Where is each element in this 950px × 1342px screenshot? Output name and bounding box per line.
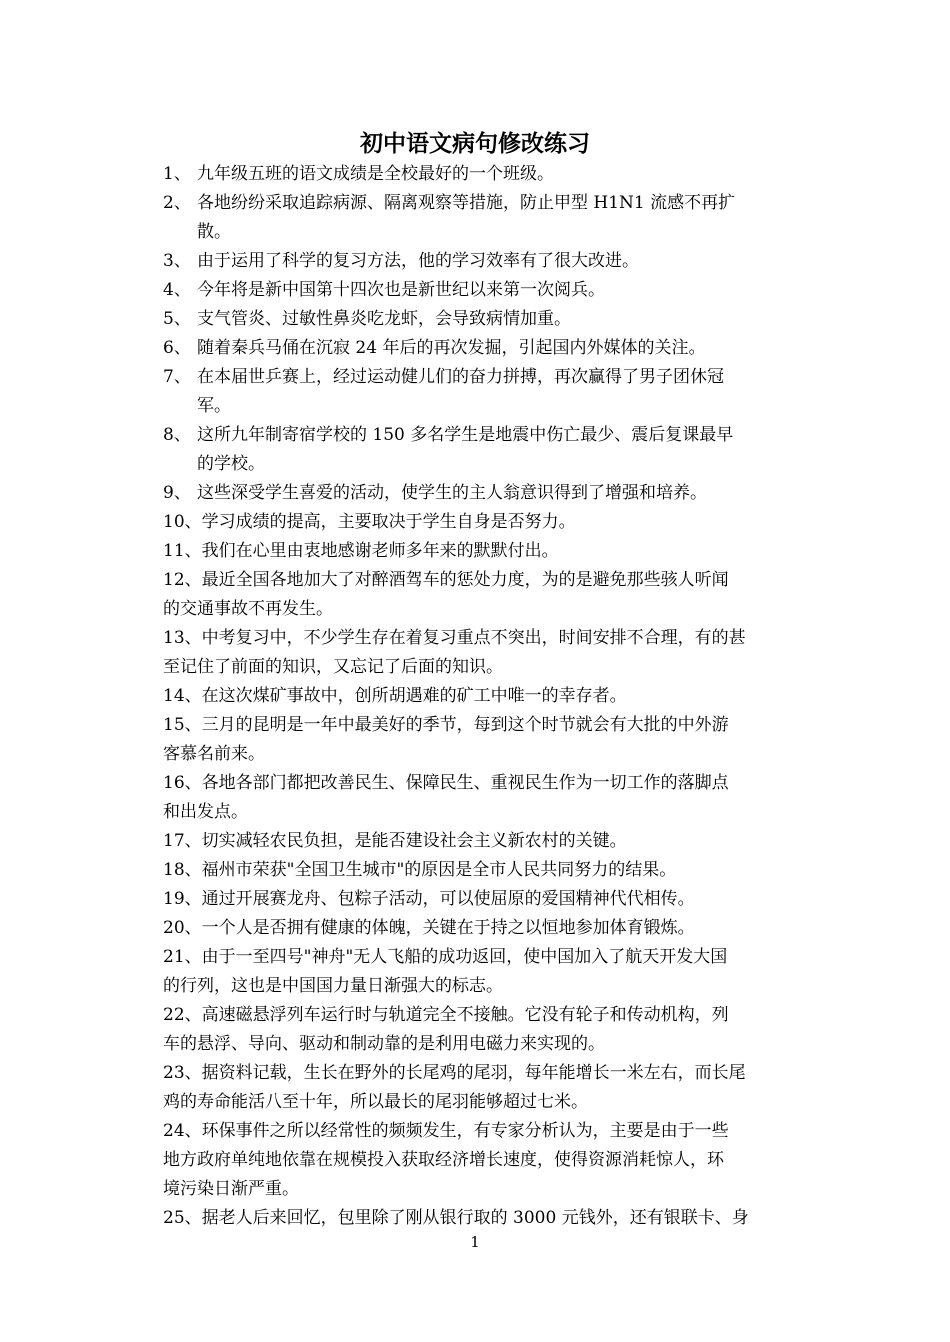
item-number: 8、 [163, 425, 191, 445]
item-text: 在本届世乒赛上，经过运动健儿们的奋力拼搏，再次赢得了男子团休冠 [197, 367, 724, 387]
item-number: 9、 [163, 483, 191, 503]
item-text: 今年将是新中国第十四次也是新世纪以来第一次阅兵。 [197, 280, 605, 300]
list-item [163, 1117, 790, 1204]
list-item [163, 624, 790, 682]
item-text: 19、通过开展赛龙舟、包粽子活动，可以使屈原的爱国精神代代相传。 [163, 889, 695, 909]
list-item [163, 363, 790, 421]
item-text: 23、据资料记载，生长在野外的长尾鸡的尾羽，每年能增长一米左右，而长尾 [163, 1063, 746, 1083]
item-text: 11、我们在心里由衷地感谢老师多年来的默默付出。 [163, 541, 559, 561]
item-text: 20、一个人是否拥有健康的体魄，关键在于持之以恒地参加体育锻炼。 [163, 918, 695, 938]
list-item [163, 769, 790, 827]
item-text: 21、由于一至四号"神舟"无人飞船的成功返回，使中国加入了航天开发大国 [163, 947, 728, 967]
item-text: 军。 [197, 396, 231, 416]
item-text: 22、高速磁悬浮列车运行时与轨道完全不接触。它没有轮子和传动机构，列 [163, 1005, 729, 1025]
item-number: 6、 [163, 338, 191, 358]
list-item [163, 914, 790, 943]
item-text: 13、中考复习中，不少学生存在着复习重点不突出，时间安排不合理，有的甚 [163, 628, 746, 648]
item-text: 散。 [197, 222, 231, 242]
item-text: 鸡的寿命能活八至十年，所以最长的尾羽能够超过七米。 [163, 1092, 588, 1112]
item-text: 至记住了前面的知识，又忘记了后面的知识。 [163, 657, 503, 677]
item-text: 车的悬浮、导向、驱动和制动靠的是利用电磁力来实现的。 [163, 1034, 605, 1054]
list-item [163, 421, 790, 479]
item-text: 由于运用了科学的复习方法，他的学习效率有了很大改进。 [197, 251, 639, 271]
item-text: 客慕名前来。 [163, 744, 265, 764]
list-item [163, 247, 790, 276]
list-item [163, 566, 790, 624]
item-text: 24、环保事件之所以经常性的频频发生，有专家分析认为，主要是由于一些 [163, 1121, 729, 1141]
item-text: 随着秦兵马俑在沉寂 24 年后的再次发掘，引起国内外媒体的关注。 [197, 338, 706, 358]
item-text: 25、据老人后来回忆，包里除了刚从银行取的 3000 元钱外，还有银联卡、身 [163, 1208, 749, 1228]
item-number: 4、 [163, 280, 191, 300]
item-number: 7、 [163, 367, 191, 387]
item-number: 2、 [163, 193, 191, 213]
item-text: 14、在这次煤矿事故中，创所胡遇难的矿工中唯一的幸存者。 [163, 686, 627, 706]
list-item [163, 160, 790, 189]
list-item [163, 827, 790, 856]
item-text: 16、各地各部门都把改善民生、保障民生、重视民生作为一切工作的落脚点 [163, 773, 729, 793]
list-item [163, 943, 790, 1001]
list-item [163, 189, 790, 247]
item-text: 这所九年制寄宿学校的 150 多名学生是地震中伤亡最少、震后复课最早 [197, 425, 734, 445]
item-text: 九年级五班的语文成绩是全校最好的一个班级。 [197, 164, 554, 184]
item-text: 境污染日渐严重。 [163, 1179, 299, 1199]
exercise-list [163, 160, 790, 1233]
item-text: 18、福州市荣获"全国卫生城市"的原因是全市人民共同努力的结果。 [163, 860, 677, 880]
list-item [163, 537, 790, 566]
item-text: 这些深受学生喜爱的活动，使学生的主人翁意识得到了增强和培养。 [197, 483, 707, 503]
page-number: 1 [470, 1233, 480, 1251]
item-text: 17、切实减轻农民负担，是能否建设社会主义新农村的关键。 [163, 831, 627, 851]
item-number: 5、 [163, 309, 191, 329]
list-item [163, 711, 790, 769]
page-title: 初中语文病句修改练习 [360, 130, 590, 157]
list-item [163, 885, 790, 914]
item-text: 各地纷纷采取追踪病源、隔离观察等措施，防止甲型 H1N1 流感不再扩 [197, 193, 736, 213]
item-text: 10、学习成绩的提高，主要取决于学生自身是否努力。 [163, 512, 576, 532]
item-text: 的交通事故不再发生。 [163, 599, 333, 619]
item-text: 15、三月的昆明是一年中最美好的季节，每到这个时节就会有大批的中外游 [163, 715, 729, 735]
item-number: 1、 [163, 164, 191, 184]
list-item [163, 508, 790, 537]
list-item [163, 682, 790, 711]
item-text: 和出发点。 [163, 802, 248, 822]
item-text: 12、最近全国各地加大了对醉酒驾车的惩处力度，为的是避免那些骇人听闻 [163, 570, 729, 590]
list-item [163, 1001, 790, 1059]
item-text: 地方政府单纯地依靠在规模投入获取经济增长速度，使得资源消耗惊人，环 [163, 1150, 724, 1170]
list-item [163, 276, 790, 305]
list-item [163, 856, 790, 885]
list-item [163, 305, 790, 334]
list-item [163, 479, 790, 508]
list-item [163, 1204, 790, 1233]
item-text: 的学校。 [197, 454, 265, 474]
item-text: 支气管炎、过敏性鼻炎吃龙虾，会导致病情加重。 [197, 309, 571, 329]
list-item [163, 1059, 790, 1117]
item-number: 3、 [163, 251, 191, 271]
item-text: 的行列，这也是中国国力量日渐强大的标志。 [163, 976, 503, 996]
list-item [163, 334, 790, 363]
